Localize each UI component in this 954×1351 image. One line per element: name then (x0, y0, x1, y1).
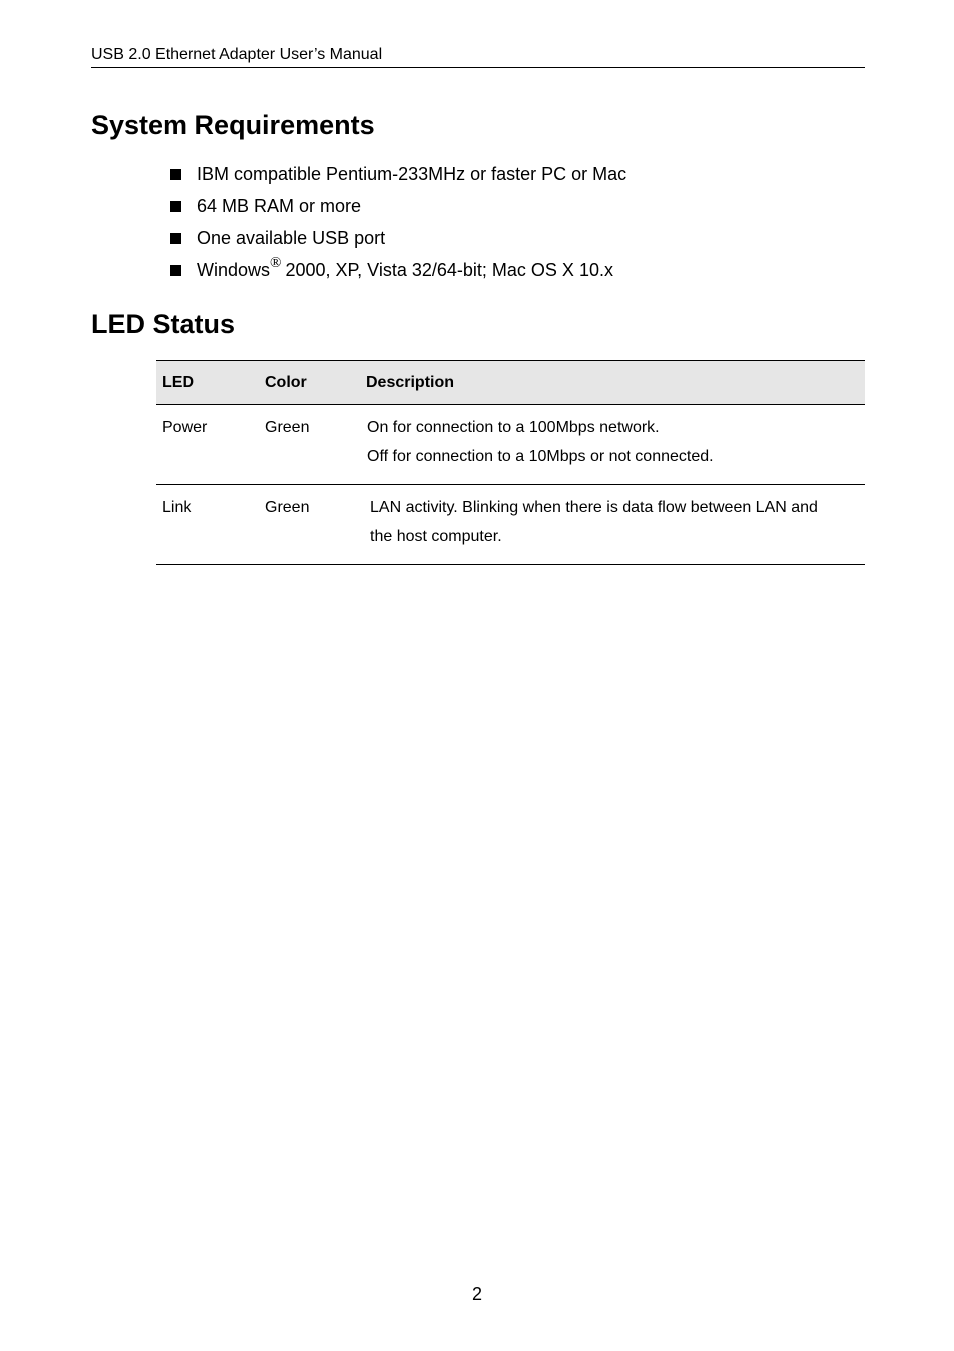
requirement-text: One available USB port (197, 228, 386, 248)
page-number: 2 (471, 1284, 482, 1304)
square-bullet-icon (170, 265, 181, 276)
description-line: Off for connection to a 10Mbps or not connected. (367, 448, 714, 465)
column-header-led: LED (156, 361, 259, 405)
column-header-description: Description (360, 361, 865, 405)
requirement-item (170, 190, 626, 222)
requirement-item (170, 254, 626, 286)
table-row (156, 485, 865, 565)
requirement-text: 64 MB RAM or more (197, 196, 362, 216)
requirement-text-prefix: Windows (197, 260, 271, 280)
requirement-text: IBM compatible Pentium-233MHz or faster PC or Mac (197, 164, 627, 184)
color-cell: Green (259, 485, 360, 565)
led-cell: Link (156, 485, 259, 565)
system-requirements-heading: System Requirements (91, 110, 375, 140)
table-row (156, 405, 865, 485)
color-cell: Green (259, 405, 360, 485)
description-cell (360, 485, 865, 565)
description-line: On for connection to a 100Mbps network. (367, 419, 660, 436)
led-cell: Power (156, 405, 259, 485)
description-line: the host computer. (370, 528, 502, 545)
description-line: LAN activity. Blinking when there is data flow between LAN and (370, 499, 818, 516)
square-bullet-icon (170, 169, 181, 180)
square-bullet-icon (170, 201, 181, 212)
column-header-color: Color (259, 361, 360, 405)
led-status-table (156, 360, 865, 565)
requirement-text-rest: 2000, XP, Vista 32/64-bit; Mac OS X 10.x (285, 260, 613, 280)
led-status-heading: LED Status (91, 309, 236, 339)
table-header-row (156, 361, 865, 405)
description-cell (360, 405, 865, 485)
requirements-list (170, 158, 626, 286)
requirement-item (170, 222, 626, 254)
square-bullet-icon (170, 233, 181, 244)
requirement-item (170, 158, 626, 190)
registered-mark: ® (270, 255, 282, 271)
manual-title: USB 2.0 Ethernet Adapter User’s Manual (91, 46, 383, 63)
running-header (91, 45, 865, 68)
